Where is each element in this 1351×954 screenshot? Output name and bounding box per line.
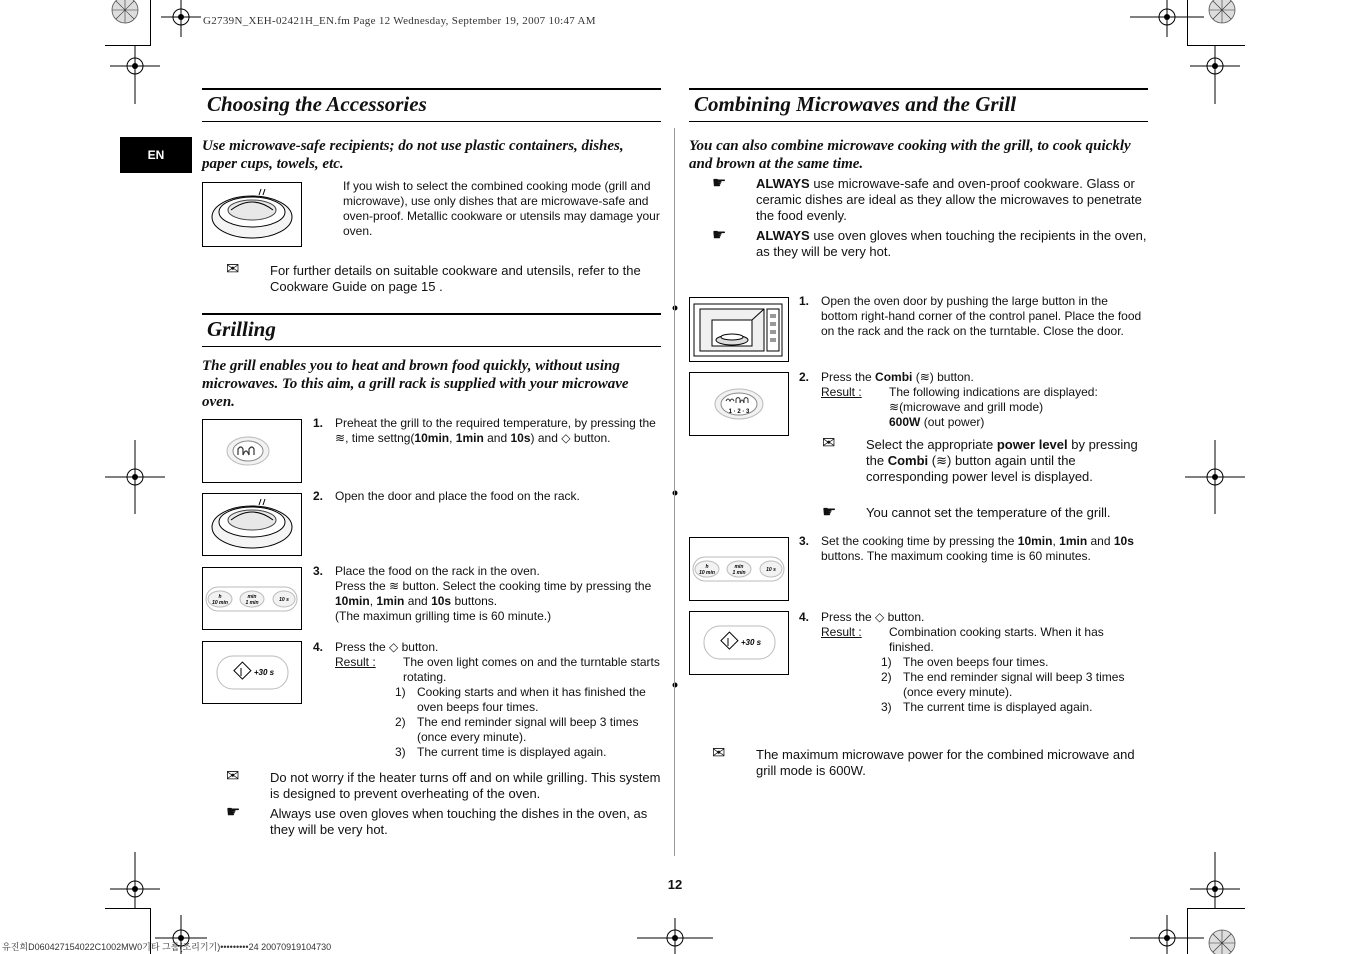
start-button-illustration <box>689 611 789 675</box>
file-header: G2739N_XEH-02421H_EN.fm Page 12 Wednesday, September 19, 2007 10:47 AM <box>203 15 596 27</box>
result-label: Result : <box>821 625 862 639</box>
min-label: min <box>734 564 744 570</box>
plus30-label: +30 s <box>740 638 762 647</box>
grill-icon <box>203 420 301 482</box>
dish-icon <box>203 183 301 246</box>
oven-icon <box>690 298 788 361</box>
h-label: h <box>705 564 709 570</box>
list-item: 1) The oven beeps four times. <box>881 655 1049 669</box>
list-item: 3) The current time is displayed again. <box>395 745 607 759</box>
section-title-grilling: Grilling <box>202 313 661 347</box>
plus30-label: +30 s <box>253 668 275 677</box>
section-title-combining: Combining Microwaves and the Grill <box>689 88 1148 122</box>
language-tab: EN <box>120 137 192 173</box>
accessories-intro: Use microwave-safe recipients; do not use plastic containers, dishes, paper cups, towels, etc. <box>202 138 624 172</box>
always-gloves: ALWAYS use oven gloves when touching the recipients in the oven, as they will be very hot. <box>756 228 1147 259</box>
combi-icon: ≋ <box>889 400 900 414</box>
grill-rack-illustration <box>202 493 302 556</box>
result-label: Result : <box>335 655 376 669</box>
start-button-illustration <box>202 641 302 704</box>
1min-label: 1 min <box>245 600 259 606</box>
grill-step-3: 3. Place the food on the rack in the oven. Press the ≋ button. Select the cooking time by pressing the 10min, 1min and 10s buttons. (The maximun grilling time is 60 minute.) <box>313 564 652 623</box>
cookware-note: For further details on suitable cookware and utensils, refer to the Cookware Guide on page 15 . <box>270 263 641 294</box>
start-panel-icon <box>690 612 788 674</box>
combi-step-1: 1. Open the oven door by pushing the large button in the bottom right-hand corner of the control panel. Place the food on the rack and the rack on the turntable. Close the door. <box>799 294 1142 338</box>
rack-icon <box>203 494 301 555</box>
grill-button-illustration <box>202 419 302 483</box>
combi-button-illustration <box>689 372 789 436</box>
section-title-accessories: Choosing the Accessories <box>202 88 661 122</box>
grill-step-2: 2. Open the door and place the food on the rack. <box>313 489 580 503</box>
min-label: min <box>247 594 257 600</box>
page-number: 12 <box>667 877 683 892</box>
max-power-note: The maximum microwave power for the combined microwave and grill mode is 600W. <box>756 747 1135 778</box>
power-level-note: Select the appropriate power level by pressing the Combi (≋) button again until the corresponding power level is displayed. <box>866 437 1138 484</box>
note-icon: ✉ <box>226 261 240 278</box>
list-item: 2) The end reminder signal will beep 3 times (once every minute). <box>881 670 1125 699</box>
hand-icon: ☛ <box>822 504 837 521</box>
footer-code: 유진희D060427154022C1002MW0기타 그룹(조리기기)•••••••••24 20070919104730 <box>2 942 332 952</box>
combi-display: 1 · 2 · 3 <box>728 409 750 415</box>
grill-note-heater: Do not worry if the heater turns off and on while grilling. This system is designed to prevent overheating of the oven. <box>270 770 661 801</box>
oven-illustration <box>689 297 789 362</box>
list-item: 2) The end reminder signal will beep 3 times (once every minute). <box>395 715 639 744</box>
list-item: 1) Cooking starts and when it has finished the oven beeps four times. <box>395 685 646 714</box>
time-panel-icon <box>203 568 301 629</box>
column-divider <box>674 128 675 856</box>
note-icon: ✉ <box>226 768 240 785</box>
time-buttons-illustration <box>202 567 302 630</box>
start-panel-icon <box>203 642 301 703</box>
10min-label: 10 min <box>699 570 715 576</box>
temperature-note: You cannot set the temperature of the grill. <box>866 505 1111 520</box>
start-icon: ◇ <box>875 610 885 624</box>
combi-icon <box>690 373 788 435</box>
start-icon: ◇ <box>389 640 399 654</box>
h-label: h <box>218 594 222 600</box>
combi-step-3: 3. Set the cooking time by pressing the 10min, 1min and 10s buttons. The maximum cooking time is 60 minutes. <box>799 534 1134 563</box>
10s-label: 10 s <box>766 567 776 573</box>
grill-icon: ≋ <box>389 579 400 593</box>
hand-icon: ☛ <box>226 804 241 821</box>
note-icon: ✉ <box>712 745 726 762</box>
grilling-intro: The grill enables you to heat and brown food quickly, without using microwaves. To this aim, a grill rack is supplied with your microwave oven. <box>202 358 629 410</box>
grill-step-4: 4. Press the ◇ button. Result : The oven light comes on and the turntable starts rotating. 1) Cooking starts and when it has finished the oven beeps four times. 2) The end reminder signal will beep 3 times (once every minute). 3) The current time is displayed again. <box>313 640 663 760</box>
combining-intro: You can also combine microwave cooking with the grill, to cook quickly and brown at the same time. <box>689 138 1131 172</box>
combi-dish-text: If you wish to select the combined cooking mode (grill and microwave), use only dishes that are microwave-safe and oven-proof. Metallic cookware or utensils may damage your oven. <box>343 179 660 238</box>
hand-icon: ☛ <box>712 175 727 192</box>
dish-illustration <box>202 182 302 247</box>
10s-label: 10 s <box>279 597 289 603</box>
note-icon: ✉ <box>822 435 836 452</box>
1min-label: 1 min <box>732 570 746 576</box>
start-icon: ◇ <box>561 431 571 445</box>
grill-icon: ≋ <box>335 431 346 445</box>
always-cookware: ALWAYS use microwave-safe and oven-proof cookware. Glass or ceramic dishes are ideal as they allow the microwaves to penetrate the food evenly. <box>756 176 1142 223</box>
grill-step-1: 1. Preheat the grill to the required temperature, by pressing the ≋, time settng(10min, 1min and 10s) and ◇ button. <box>313 416 656 445</box>
time-buttons-illustration <box>689 537 789 601</box>
combi-step-2: 2. Press the Combi (≋) button. Result : The following indications are displayed: ≋(microwave and grill mode) 600W (out power) <box>799 370 1098 429</box>
combi-icon: ≋ <box>936 453 947 468</box>
hand-icon: ☛ <box>712 227 727 244</box>
combi-icon: ≋ <box>919 370 930 384</box>
time-panel-icon <box>690 538 788 600</box>
list-item: 3) The current time is displayed again. <box>881 700 1093 714</box>
10min-label: 10 min <box>212 600 228 606</box>
combi-step-4: 4. Press the ◇ button. Result : Combination cooking starts. When it has finished. 1) The oven beeps four times. 2) The end reminder signal will beep 3 times (once every minute). 3) The current time is displayed again. <box>799 610 1147 715</box>
result-label: Result : <box>821 385 862 399</box>
grill-note-gloves: Always use oven gloves when touching the dishes in the oven, as they will be very hot. <box>270 806 648 837</box>
